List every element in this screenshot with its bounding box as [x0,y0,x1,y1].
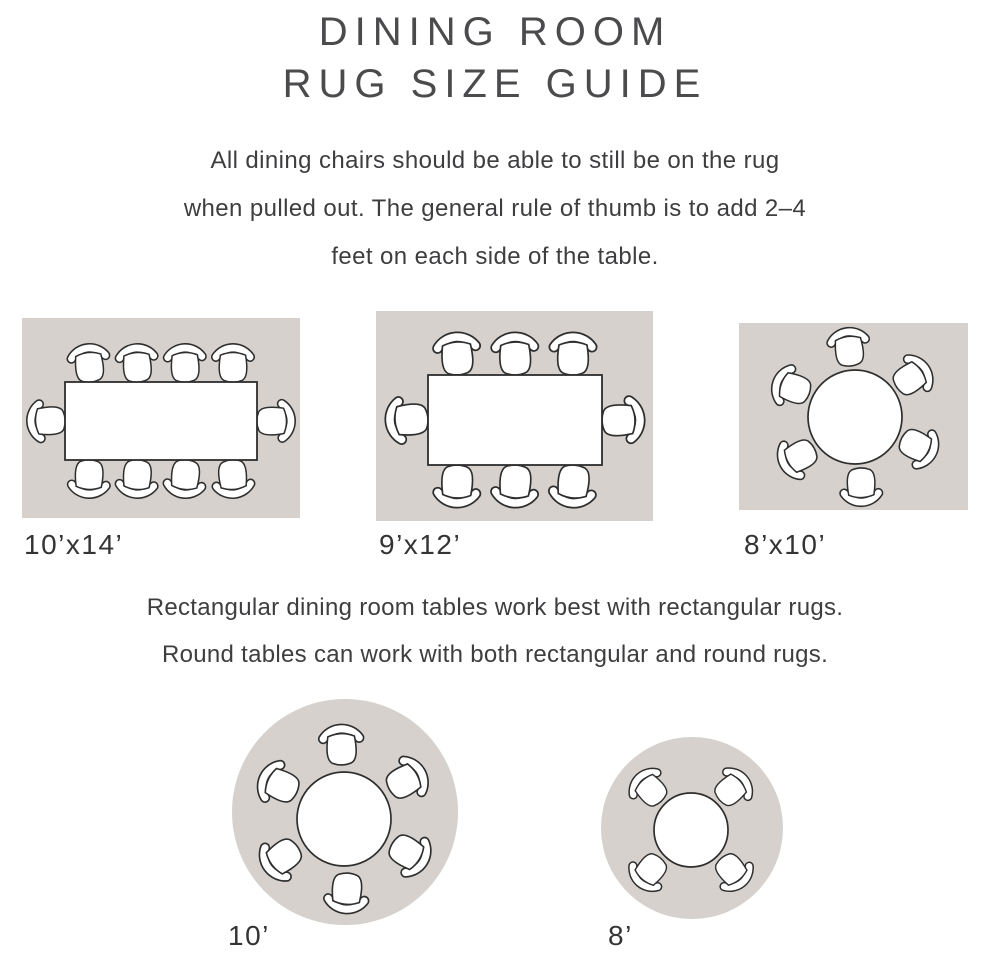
page-title [0,6,990,110]
rug-diagram-2 [376,311,653,521]
dining-chair [437,464,476,503]
note-line-1: Rectangular dining room tables work best with rectangular rugs. [146,594,844,621]
intro-line-3: feet on each side of the table. [331,243,659,270]
rug-size-label-10-round: 10’ [228,920,270,951]
intro-line-2: when pulled out. The general rule of thumb is to add 2–4 [183,195,807,222]
dining-table-round [297,772,391,866]
dining-chair [323,728,360,765]
title-line-2: RUG SIZE GUIDE [282,62,708,106]
rug-diagram-1 [22,318,300,518]
dining-chair [216,348,250,382]
dining-chair [844,468,879,503]
rug-size-label-9x12: 9’x12’ [379,529,462,560]
rug-diagram-3 [739,323,968,510]
title-line-1: DINING ROOM [318,10,672,54]
rug-diagram-5 [601,737,783,919]
dining-table-round [808,370,902,464]
rug-diagram-4 [232,699,458,925]
dining-chair [257,404,292,439]
intro-line-1: All dining chairs should be able to still be on the rug [210,147,780,174]
dining-chair [495,336,534,375]
shape-note-text [0,584,990,678]
dining-table-rectangular [65,382,257,460]
dining-chair [71,459,106,494]
rug-size-label-8-round: 8’ [608,920,633,951]
rug-size-label-10x14: 10’x14’ [24,529,124,560]
dining-table-round [654,793,728,867]
dining-chair [167,347,202,382]
dining-table-rectangular [428,375,602,465]
note-line-2: Round tables can work with both rectangular and round rugs. [161,641,829,668]
dining-chair [554,337,592,375]
rug-size-label-8x10: 8’x10’ [744,529,827,560]
intro-text [0,137,990,281]
